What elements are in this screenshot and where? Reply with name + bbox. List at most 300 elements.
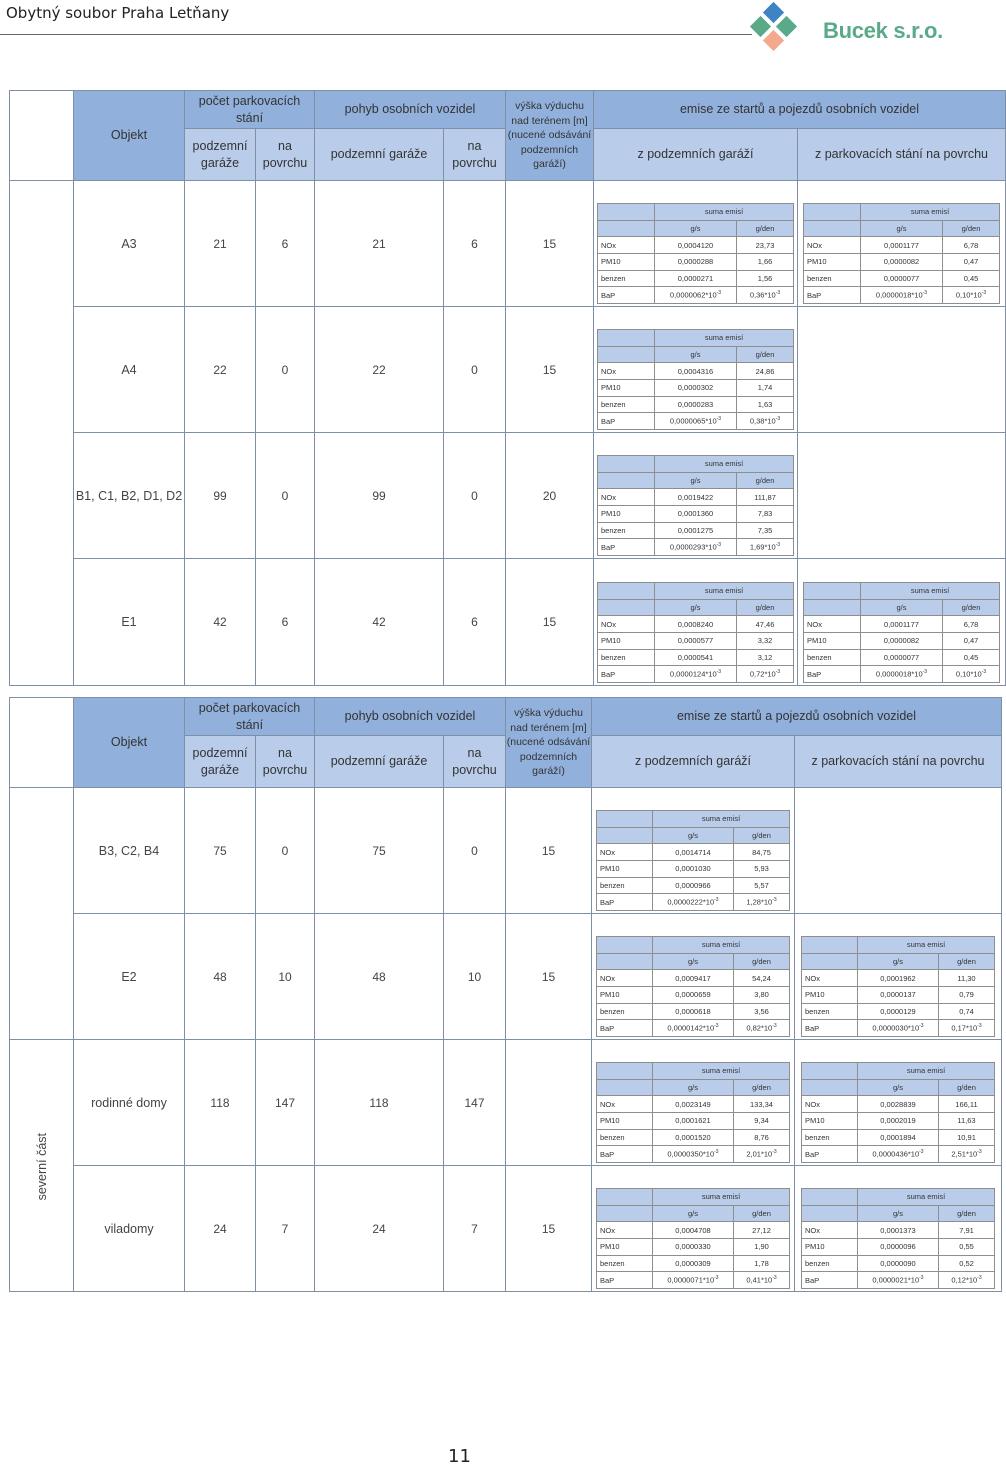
- emis-row: [598, 253, 794, 270]
- emis-value-gden: [939, 1146, 995, 1163]
- value-text: 0,0000082: [883, 636, 920, 646]
- header-pocet: počet parkovacích stání: [185, 698, 315, 736]
- emis-header-gden: g/den: [737, 220, 794, 237]
- emis-header-suma: suma emisí: [653, 1062, 790, 1079]
- header-pocet: počet parkovacích stání: [185, 91, 315, 129]
- garage-emissions-cell: [592, 1166, 795, 1292]
- emis-header-gden: g/den: [939, 1205, 995, 1222]
- emis-value-gden: [943, 666, 1000, 683]
- emis-value-gden: [943, 287, 1000, 304]
- cell-pohyb-povrch: 0: [444, 307, 506, 433]
- exponent: -3: [772, 1275, 777, 1282]
- emis-pollutant: NOx: [802, 1222, 858, 1239]
- exponent: -3: [714, 1275, 719, 1282]
- emis-value-gden: [939, 986, 995, 1003]
- emis-header-suma: suma emisí: [861, 203, 1000, 220]
- emis-value-gden: [737, 666, 794, 683]
- emis-pollutant: NOx: [597, 1222, 653, 1239]
- value-text: 3,56: [754, 1006, 769, 1016]
- emis-row: [597, 894, 790, 911]
- value-text: 0,45: [963, 652, 979, 662]
- emis-row: [802, 986, 995, 1003]
- value-text: 0,47: [963, 257, 979, 267]
- cell-vyska: 15: [506, 914, 592, 1040]
- value-text: 3,12: [757, 652, 773, 662]
- emis-corner: [598, 220, 655, 237]
- cell-vyska: 15: [506, 307, 594, 433]
- emis-value-gden: [737, 270, 794, 287]
- value-text: 0,0000071*10: [667, 1275, 715, 1285]
- emis-corner: [804, 582, 861, 599]
- emis-row: [802, 1222, 995, 1239]
- emis-pollutant: BaP: [598, 666, 655, 683]
- emis-value-gden: [737, 489, 794, 506]
- value-text: 3,80: [754, 990, 769, 1000]
- emis-value-gden: [939, 1112, 995, 1129]
- value-text: 23,73: [755, 240, 775, 250]
- emis-value-gs: [653, 1112, 734, 1129]
- cell-pohyb-podzemni: 99: [315, 433, 444, 559]
- cell-pocet-povrch: 6: [256, 559, 315, 686]
- emis-pollutant: benzen: [804, 270, 861, 287]
- header-z-povrchu: z parkovacích stání na povrchu: [798, 129, 1006, 181]
- emis-pollutant: BaP: [802, 1146, 858, 1163]
- emis-header-gden: g/den: [939, 1079, 995, 1096]
- emis-value-gs: [861, 649, 943, 666]
- value-text: 0,0004708: [675, 1225, 711, 1235]
- cell-pocet-podzemni: 75: [185, 788, 256, 914]
- emis-row: [597, 1129, 790, 1146]
- value-text: 0,0000283: [677, 399, 714, 409]
- emis-pollutant: PM10: [598, 379, 655, 396]
- cell-vyska: 15: [506, 181, 594, 307]
- emis-value-gden: [737, 237, 794, 254]
- value-text: 0,0000077: [883, 652, 920, 662]
- emis-value-gden: [734, 877, 790, 894]
- cell-pocet-podzemni: 22: [185, 307, 256, 433]
- emis-value-gden: [734, 1129, 790, 1146]
- emis-pollutant: benzen: [598, 270, 655, 287]
- cell-vyska: 15: [506, 788, 592, 914]
- emis-row: [804, 237, 1000, 254]
- emis-row: [802, 970, 995, 987]
- emis-value-gs: [653, 1255, 734, 1272]
- cell-vyska: 15: [506, 1166, 592, 1292]
- emis-pollutant: benzen: [802, 1003, 858, 1020]
- emis-header-gs: g/s: [655, 472, 737, 489]
- emis-value-gs: [655, 616, 737, 633]
- emis-row: [597, 1096, 790, 1113]
- emis-value-gs: [858, 1222, 939, 1239]
- header-povrch: na povrchu: [256, 736, 315, 788]
- emis-pollutant: NOx: [597, 844, 653, 861]
- exponent: -3: [716, 669, 722, 676]
- value-text: 0,17*10: [951, 1023, 978, 1033]
- cell-pocet-podzemni: 118: [185, 1040, 256, 1166]
- emis-row: [598, 237, 794, 254]
- value-text: 0,82*10: [746, 1023, 773, 1033]
- value-text: 0,0004316: [677, 366, 714, 376]
- value-text: 166,11: [955, 1099, 978, 1109]
- emis-pollutant: PM10: [598, 253, 655, 270]
- value-text: 0,0000350*10: [667, 1149, 715, 1159]
- value-text: 0,0000082: [883, 257, 920, 267]
- emis-pollutant: NOx: [802, 1096, 858, 1113]
- value-text: 3,32: [757, 636, 773, 646]
- value-text: 0,0000129: [880, 1006, 916, 1016]
- value-text: 0,0000293*10: [669, 542, 717, 552]
- emis-pollutant: benzen: [597, 1255, 653, 1272]
- exponent: -3: [714, 1149, 719, 1156]
- value-text: 1,74: [757, 383, 773, 393]
- emis-corner: [802, 1188, 858, 1205]
- cell-pohyb-podzemni: 22: [315, 307, 444, 433]
- emis-pollutant: benzen: [597, 1003, 653, 1020]
- emission-subtable: [597, 329, 794, 430]
- exponent: -3: [981, 290, 987, 297]
- emis-corner: [802, 936, 858, 953]
- emis-corner: [598, 203, 655, 220]
- object-name: viladomy: [74, 1166, 185, 1292]
- emis-pollutant: NOx: [597, 970, 653, 987]
- value-text: 0,0001962: [880, 973, 916, 983]
- company-logo: [746, 2, 960, 66]
- emis-row: [598, 522, 794, 539]
- exponent: -3: [716, 290, 722, 297]
- emis-row: [802, 1129, 995, 1146]
- emis-corner: [598, 455, 655, 472]
- emis-value-gs: [655, 253, 737, 270]
- emission-subtable: [803, 203, 1000, 304]
- emis-value-gden: [939, 1238, 995, 1255]
- emis-header-gs: g/s: [655, 599, 737, 616]
- header-podzemni: podzemní garáže: [315, 129, 444, 181]
- emis-header-suma: suma emisí: [655, 203, 794, 220]
- logo-diamonds-icon: [746, 2, 816, 66]
- emis-header-gden: g/den: [737, 599, 794, 616]
- value-text: 0,0000096: [880, 1242, 916, 1252]
- table-row: [10, 1040, 1002, 1166]
- value-text: 0,0004120: [677, 240, 714, 250]
- emis-row: [804, 666, 1000, 683]
- emis-value-gs: [653, 1096, 734, 1113]
- exponent: -3: [775, 416, 781, 423]
- emis-header-suma: suma emisí: [858, 1188, 995, 1205]
- emis-corner: [597, 1079, 653, 1096]
- emis-row: [597, 1222, 790, 1239]
- value-text: 0,0000436*10: [872, 1149, 920, 1159]
- section-label: severní část: [34, 1132, 49, 1200]
- emis-header-gs: g/s: [653, 1205, 734, 1222]
- emis-row: [802, 1238, 995, 1255]
- exponent: -3: [772, 897, 777, 904]
- garage-emissions-cell: [592, 788, 795, 914]
- emis-value-gden: [737, 396, 794, 413]
- emis-value-gs: [655, 287, 737, 304]
- emis-value-gs: [653, 844, 734, 861]
- emis-header-gden: g/den: [734, 827, 790, 844]
- emis-corner: [598, 346, 655, 363]
- emis-row: [597, 1112, 790, 1129]
- emis-value-gs: [655, 666, 737, 683]
- table-row: [10, 433, 1006, 559]
- emis-pollutant: BaP: [598, 413, 655, 430]
- value-text: 0,0000288: [677, 257, 714, 267]
- emis-corner: [597, 936, 653, 953]
- emission-subtable: [801, 1188, 995, 1289]
- exponent: -3: [775, 290, 781, 297]
- cell-pocet-povrch: 147: [256, 1040, 315, 1166]
- object-name: A4: [74, 307, 185, 433]
- emis-pollutant: BaP: [597, 894, 653, 911]
- emis-value-gs: [655, 363, 737, 380]
- cell-pohyb-povrch: 6: [444, 559, 506, 686]
- emis-value-gs: [858, 1020, 939, 1037]
- left-margin-cell: [10, 91, 74, 181]
- value-text: 0,72*10: [749, 669, 776, 679]
- emis-value-gs: [861, 616, 943, 633]
- garage-emissions-cell: [592, 1040, 795, 1166]
- page-header: [0, 0, 960, 46]
- value-text: 111,87: [754, 492, 776, 502]
- table-row: [10, 307, 1006, 433]
- value-text: 8,76: [754, 1132, 769, 1142]
- emis-value-gden: [939, 1020, 995, 1037]
- value-text: 0,0001894: [880, 1132, 916, 1142]
- left-margin-cell: [10, 181, 74, 686]
- header-rule: [0, 34, 752, 35]
- emis-pollutant: BaP: [597, 1146, 653, 1163]
- emis-value-gs: [653, 894, 734, 911]
- emis-header-gden: g/den: [737, 472, 794, 489]
- exponent: -3: [977, 1149, 982, 1156]
- header-z-garazi: z podzemních garáží: [594, 129, 798, 181]
- emis-header-gs: g/s: [858, 1079, 939, 1096]
- value-text: 1,28*10: [746, 897, 773, 907]
- emis-value-gden: [734, 986, 790, 1003]
- garage-emissions-cell: [594, 433, 798, 559]
- header-povrch: na povrchu: [256, 129, 315, 181]
- cell-vyska: 20: [506, 433, 594, 559]
- emis-value-gden: [939, 1222, 995, 1239]
- value-text: 54,24: [752, 973, 771, 983]
- emis-value-gden: [737, 632, 794, 649]
- emis-row: [597, 1255, 790, 1272]
- emis-pollutant: PM10: [802, 1112, 858, 1129]
- emis-value-gs: [655, 379, 737, 396]
- emis-corner: [597, 953, 653, 970]
- emis-pollutant: benzen: [598, 649, 655, 666]
- emis-value-gden: [737, 379, 794, 396]
- exponent: -3: [772, 1023, 777, 1030]
- value-text: 5,93: [754, 864, 769, 874]
- value-text: 0,0008240: [677, 619, 714, 629]
- emis-value-gs: [655, 632, 737, 649]
- cell-pohyb-povrch: 7: [444, 1166, 506, 1292]
- emis-value-gden: [734, 1146, 790, 1163]
- emission-subtable: [597, 582, 794, 683]
- emis-value-gs: [655, 270, 737, 287]
- object-name: A3: [74, 181, 185, 307]
- emis-value-gden: [737, 287, 794, 304]
- emis-row: [598, 489, 794, 506]
- garage-emissions-cell: [594, 307, 798, 433]
- emis-value-gs: [861, 632, 943, 649]
- value-text: 0,0000302: [677, 383, 714, 393]
- emis-corner: [598, 472, 655, 489]
- value-text: 0,52: [959, 1258, 974, 1268]
- emis-row: [802, 1272, 995, 1289]
- emis-row: [598, 363, 794, 380]
- emis-value-gs: [655, 505, 737, 522]
- emis-value-gs: [653, 1020, 734, 1037]
- emis-value-gs: [653, 1146, 734, 1163]
- emis-row: [802, 1146, 995, 1163]
- emis-header-gs: g/s: [858, 1205, 939, 1222]
- emis-corner: [802, 953, 858, 970]
- emis-row: [802, 1255, 995, 1272]
- value-text: 6,78: [963, 240, 979, 250]
- emis-row: [804, 270, 1000, 287]
- value-text: 0,0019422: [677, 492, 714, 502]
- emis-corner: [598, 582, 655, 599]
- emission-subtable: [597, 455, 794, 556]
- emission-subtable: [597, 203, 794, 304]
- emis-value-gs: [861, 666, 943, 683]
- table-row: [10, 1166, 1002, 1292]
- emis-pollutant: benzen: [802, 1255, 858, 1272]
- emis-value-gs: [861, 287, 943, 304]
- surface-emissions-cell: [798, 559, 1006, 686]
- value-text: 24,86: [755, 366, 775, 376]
- table-row: [10, 181, 1006, 307]
- emis-value-gs: [653, 1222, 734, 1239]
- emis-row: [597, 1238, 790, 1255]
- emis-value-gden: [943, 632, 1000, 649]
- value-text: 0,0000062*10: [669, 290, 717, 300]
- value-text: 11,30: [957, 973, 976, 983]
- emis-value-gden: [734, 1272, 790, 1289]
- garage-emissions-cell: [594, 559, 798, 686]
- exponent: -3: [919, 1275, 924, 1282]
- emis-row: [598, 632, 794, 649]
- emis-header-gden: g/den: [734, 1079, 790, 1096]
- emis-value-gden: [943, 253, 1000, 270]
- value-text: 0,0000142*10: [667, 1023, 715, 1033]
- value-text: 0,0000065*10: [669, 416, 717, 426]
- exponent: -3: [922, 290, 928, 297]
- emis-value-gs: [858, 1272, 939, 1289]
- emis-header-suma: suma emisí: [655, 329, 794, 346]
- cell-pohyb-podzemni: 42: [315, 559, 444, 686]
- value-text: 1,56: [757, 273, 773, 283]
- emis-value-gs: [858, 1129, 939, 1146]
- emis-header-suma: suma emisí: [653, 810, 790, 827]
- emis-pollutant: benzen: [804, 649, 861, 666]
- cell-pocet-povrch: 6: [256, 181, 315, 307]
- exponent: -3: [772, 1149, 777, 1156]
- table-row: [10, 788, 1002, 914]
- emis-pollutant: PM10: [597, 1238, 653, 1255]
- emis-header-gs: g/s: [653, 827, 734, 844]
- value-text: 0,0001275: [677, 525, 714, 535]
- emis-value-gden: [943, 649, 1000, 666]
- value-text: 0,0009417: [675, 973, 711, 983]
- emis-pollutant: NOx: [598, 616, 655, 633]
- header-z-povrchu: z parkovacích stání na povrchu: [795, 736, 1002, 788]
- emis-value-gden: [939, 1255, 995, 1272]
- emis-value-gden: [939, 1129, 995, 1146]
- emis-row: [598, 666, 794, 683]
- cell-pohyb-povrch: 0: [444, 433, 506, 559]
- emis-pollutant: PM10: [802, 986, 858, 1003]
- exponent: -3: [775, 669, 781, 676]
- value-text: 0,79: [959, 990, 974, 1000]
- exponent: -3: [714, 1023, 719, 1030]
- emis-pollutant: PM10: [598, 505, 655, 522]
- emis-pollutant: PM10: [597, 860, 653, 877]
- emis-corner: [802, 1062, 858, 1079]
- value-text: 0,0028839: [880, 1099, 916, 1109]
- emission-subtable: [801, 1062, 995, 1163]
- cell-pocet-podzemni: 42: [185, 559, 256, 686]
- emis-pollutant: BaP: [804, 287, 861, 304]
- garage-emissions-cell: [592, 914, 795, 1040]
- emis-value-gs: [655, 539, 737, 556]
- emis-row: [598, 413, 794, 430]
- value-text: 0,0002019: [880, 1116, 916, 1126]
- emis-pollutant: BaP: [804, 666, 861, 683]
- emis-value-gden: [734, 1003, 790, 1020]
- cell-pohyb-povrch: 0: [444, 788, 506, 914]
- cell-pohyb-povrch: 10: [444, 914, 506, 1040]
- header-emise: emise ze startů a pojezdů osobních vozidel: [592, 698, 1002, 736]
- cell-pocet-povrch: 0: [256, 788, 315, 914]
- value-text: 0,0000077: [883, 273, 920, 283]
- value-text: 0,0001621: [675, 1116, 711, 1126]
- value-text: 0,0000541: [677, 652, 714, 662]
- cell-vyska: [506, 1040, 592, 1166]
- emis-row: [597, 877, 790, 894]
- emis-row: [804, 649, 1000, 666]
- emis-row: [802, 1112, 995, 1129]
- object-name: E2: [74, 914, 185, 1040]
- emission-subtable: [801, 936, 995, 1037]
- table-row: [10, 559, 1006, 686]
- emis-row: [598, 616, 794, 633]
- emis-pollutant: PM10: [804, 632, 861, 649]
- value-text: 0,10*10: [955, 669, 982, 679]
- value-text: 6,78: [963, 619, 979, 629]
- emis-value-gs: [653, 1129, 734, 1146]
- emis-value-gs: [858, 1146, 939, 1163]
- emis-value-gden: [734, 860, 790, 877]
- header-povrch: na povrchu: [444, 736, 506, 788]
- emis-value-gden: [737, 522, 794, 539]
- emis-pollutant: BaP: [598, 287, 655, 304]
- document-title: Obytný soubor Praha Letňany: [6, 4, 230, 22]
- emis-header-gs: g/s: [861, 599, 943, 616]
- emis-row: [597, 1272, 790, 1289]
- emissions-table-2: [9, 697, 1002, 1292]
- cell-pocet-povrch: 0: [256, 307, 315, 433]
- emis-value-gden: [939, 970, 995, 987]
- emis-value-gs: [653, 860, 734, 877]
- emis-pollutant: BaP: [598, 539, 655, 556]
- header-pohyb: pohyb osobních vozidel: [315, 91, 506, 129]
- emis-row: [597, 1003, 790, 1020]
- value-text: 0,0014714: [675, 847, 711, 857]
